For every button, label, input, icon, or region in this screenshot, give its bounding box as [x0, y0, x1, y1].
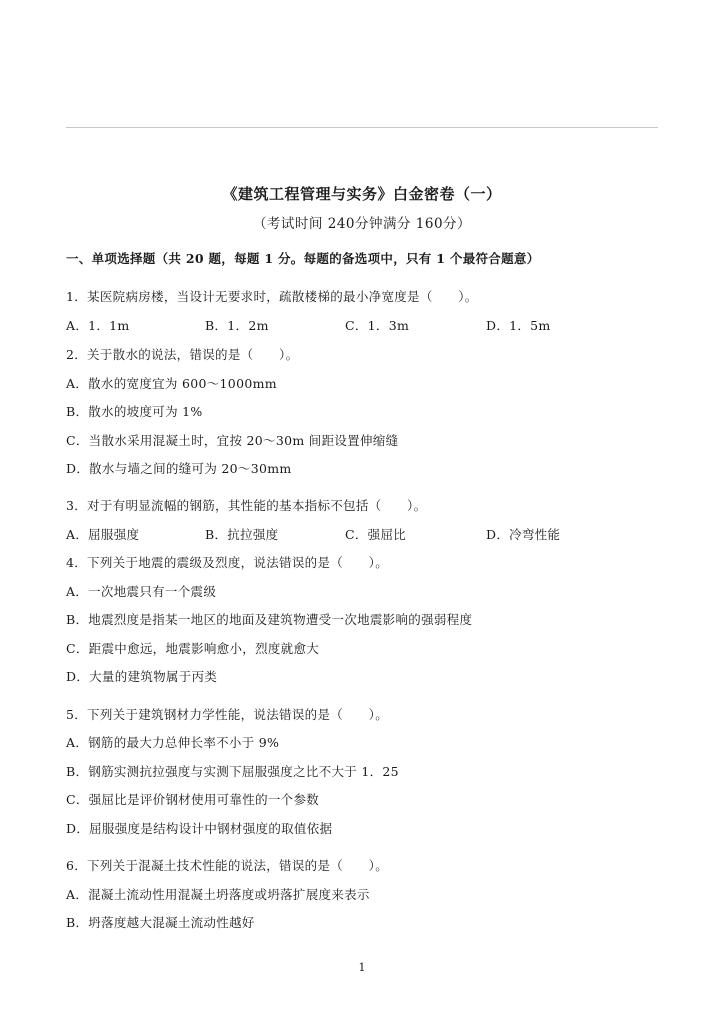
question-1-option-b: B．1．2m	[205, 318, 269, 333]
exam-title: 《建筑工程管理与实务》白金密卷（一）	[222, 185, 502, 203]
question-4-option-a: A．一次地震只有一个震级	[66, 584, 217, 599]
question-2-stem: 2．关于散水的说法，错误的是（ ）。	[66, 347, 299, 362]
section-heading: 一、单项选择题（共 20 题，每题 1 分。每题的备选项中，只有 1 个最符合题意）	[66, 251, 540, 266]
question-3-stem: 3．对于有明显流幅的钢筋，其性能的基本指标不包括（ ）。	[66, 498, 427, 513]
question-1-stem: 1．某医院病房楼，当设计无要求时，疏散楼梯的最小净宽度是（ ）。	[66, 289, 478, 304]
question-3-option-a: A．屈服强度	[66, 527, 140, 542]
question-2-option-d: D．散水与墙之间的缝可为 20～30mm	[66, 461, 292, 476]
question-1-option-d: D．1．5m	[486, 318, 551, 333]
question-6-option-b: B．坍落度越大混凝土流动性越好	[66, 915, 255, 930]
question-6-stem: 6．下列关于混凝土技术性能的说法，错误的是（ ）。	[66, 858, 389, 873]
question-1-option-a: A．1．1m	[66, 318, 130, 333]
question-3-option-c: C．强屈比	[345, 527, 407, 542]
question-5-option-c: C．强屈比是评价钢材使用可靠性的一个参数	[66, 792, 320, 807]
header-divider	[66, 127, 658, 128]
question-5-option-b: B．钢筋实测抗拉强度与实测下屈服强度之比不大于 1．25	[66, 764, 399, 779]
question-5-option-d: D．屈服强度是结构设计中钢材强度的取值依据	[66, 821, 333, 836]
question-5-stem: 5．下列关于建筑钢材力学性能，说法错误的是（ ）。	[66, 707, 389, 722]
question-1-option-c: C．1．3m	[345, 318, 410, 333]
page-number: 1	[358, 961, 366, 974]
question-6-option-a: A．混凝土流动性用混凝土坍落度或坍落扩展度来表示	[66, 887, 370, 902]
question-4-stem: 4．下列关于地震的震级及烈度，说法错误的是（ ）。	[66, 555, 389, 570]
question-4-option-b: B．地震烈度是指某一地区的地面及建筑物遭受一次地震影响的强弱程度	[66, 612, 473, 627]
exam-subtitle: （考试时间 240分钟满分 160分）	[252, 216, 472, 232]
question-3-option-d: D．冷弯性能	[486, 527, 561, 542]
question-4-option-d: D．大量的建筑物属于丙类	[66, 669, 218, 684]
question-3-option-b: B．抗拉强度	[205, 527, 279, 542]
question-4-option-c: C．距震中愈远，地震影响愈小，烈度就愈大	[66, 641, 320, 656]
question-2-option-c: C．当散水采用混凝土时，宜按 20～30m 间距设置伸缩缝	[66, 433, 399, 448]
question-2-option-a: A．散水的宽度宜为 600～1000mm	[66, 376, 277, 391]
question-5-option-a: A．钢筋的最大力总伸长率不小于 9%	[66, 735, 280, 750]
question-2-option-b: B．散水的坡度可为 1%	[66, 404, 203, 419]
